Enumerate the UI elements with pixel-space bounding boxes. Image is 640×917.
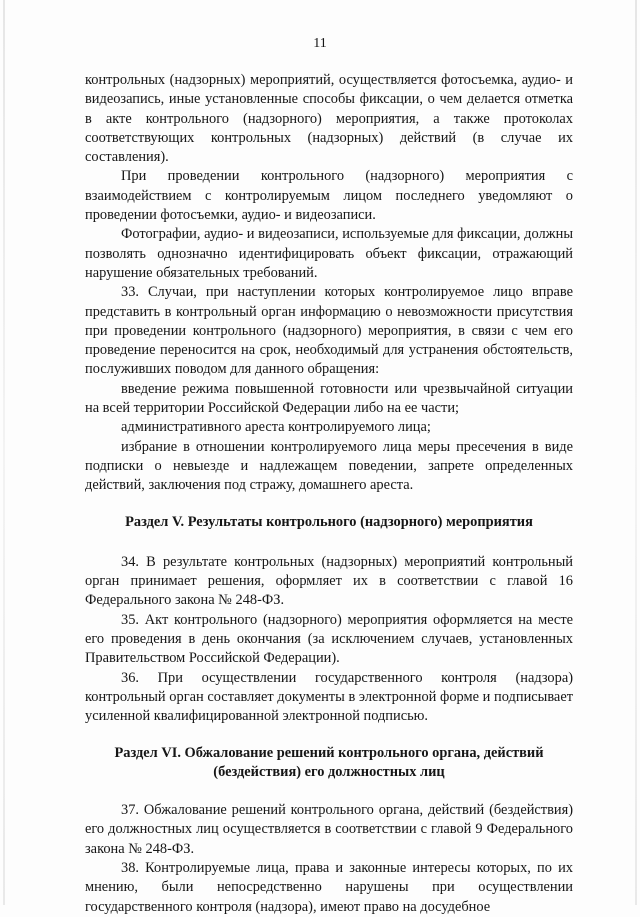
paragraph-photos-requirements: Фотографии, аудио- и видеозаписи, используемые для фиксации, должны позволять однозначно идентифицировать объект фиксации, отражающий нарушение обязательных требований. — [85, 226, 573, 281]
paragraph-item-36: 36. При осуществлении государственного контроля (надзора) контрольный орган составляет документы в электронной форме и подписывает усиленной квалифицированной электронной подписью. — [85, 669, 573, 725]
section-5-heading: Раздел V. Результаты контрольного (надзорного) мероприятия — [125, 513, 533, 530]
paragraph-notification: При проведении контрольного (надзорного) мероприятия с взаимодействием с контролируемым лицом последнего уведомляют о проведении фотосъемки, аудио- и видеозаписи. — [85, 168, 573, 224]
section-6-heading — [85, 744, 573, 783]
paragraph-item-34: 34. В результате контрольных (надзорных) мероприятий контрольный орган принимает решения, оформляет их в соответствии с главой 16 Федерального закона № 248-ФЗ. — [85, 553, 573, 609]
list-item-emergency: введение режима повышенной готовности или чрезвычайной ситуации на всей территории Российской Федерации либо на ее части; — [85, 380, 573, 417]
section-6-heading-line1: Раздел VI. Обжалование решений контрольного органа, действий — [114, 744, 544, 761]
list-item-restraint: избрание в отношении контролируемого лица меры пресечения в виде подписки о невыезде и надлежащем поведении, запрете определенных действий, заключения под стражу, домашнего ареста. — [85, 438, 573, 494]
document-body — [85, 71, 573, 917]
list-item-arrest: административного ареста контролируемого лица; — [121, 419, 431, 436]
scan-edge-left — [3, 0, 5, 905]
paragraph-photo-fixation: контрольных (надзорных) мероприятий, осуществляется фотосъемка, аудио- и видеозапись, иные установленные способы фиксации, о чем делается отметка в акте контрольного (надзорного) мероприятия, а также протоколах соответствующих контрольных (надзорных) действий (в случае их составления). — [85, 72, 573, 166]
paragraph-item-33: 33. Случаи, при наступлении которых контролируемое лицо вправе представить в контрольный орган информацию о невозможности присутствия при проведении контрольного (надзорного) мероприятия, в связи с чем его проведение переносится на срок, необходимый для устранения обстоятельств, послуживших поводом для данного обращения: — [85, 284, 573, 378]
scan-edge-right — [635, 0, 637, 905]
section-6-heading-line2: (бездействия) его должностных лиц — [213, 763, 445, 780]
paragraph-item-35: 35. Акт контрольного (надзорного) мероприятия оформляется на месте его проведения в день окончания (за исключением случаев, установленных Правительством Российской Федерации). — [85, 611, 573, 667]
paragraph-item-37: 37. Обжалование решений контрольного органа, действий (бездействия) его должностных лиц осуществляется в соответствии с главой 9 Федерального закона № 248-ФЗ. — [85, 802, 573, 857]
paragraph-item-38: 38. Контролируемые лица, права и законные интересы которых, по их мнению, были непосредственно нарушены при осуществлении государственного контроля (надзора), имеют право на досудебное — [85, 859, 573, 915]
page-number: 11 — [313, 36, 327, 51]
